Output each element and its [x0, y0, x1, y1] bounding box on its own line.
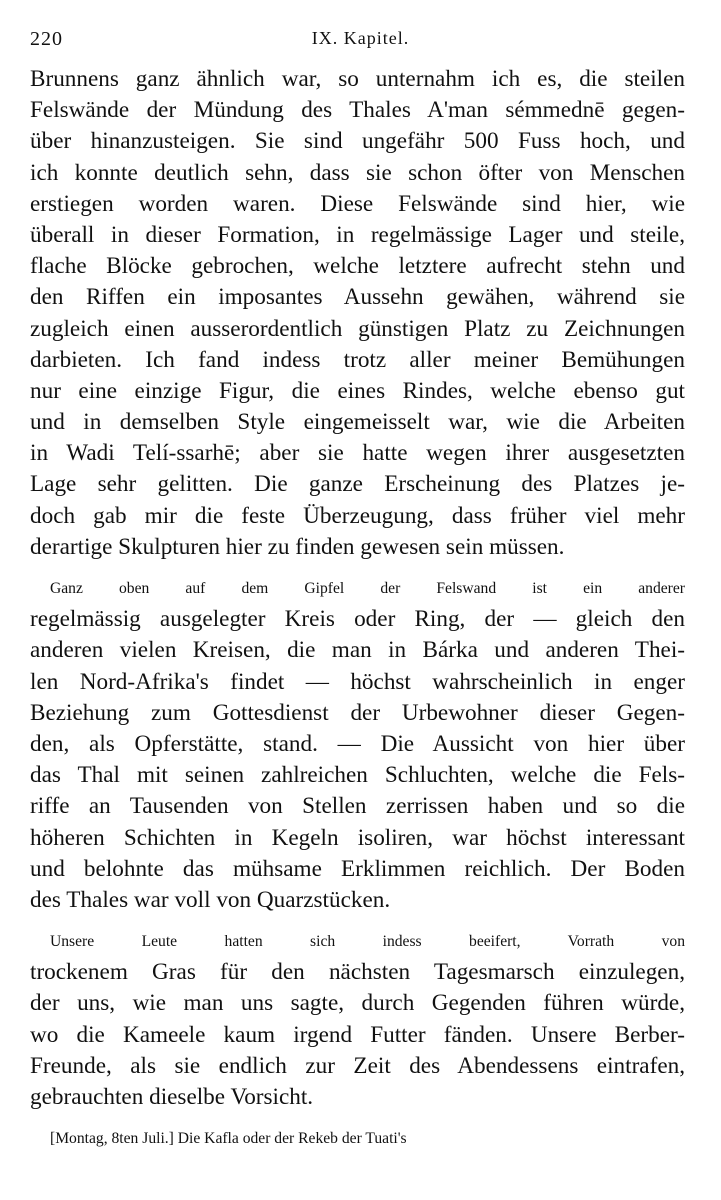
text-line: anderen vielen Kreisen, die man in Bárka und anderen Thei- — [30, 637, 685, 664]
text-line: regelmässig ausgelegter Kreis oder Ring, der — gleich den — [30, 606, 685, 633]
text-line: riffe an Tausenden von Stellen zerrissen haben und so die — [30, 793, 685, 820]
text-line: flache Blöcke gebrochen, welche letztere aufrecht stehn und — [30, 253, 685, 280]
page-number: 220 — [30, 28, 63, 50]
text-line: zugleich einen ausserordentlich günstigen Platz zu Zeichnungen — [30, 315, 685, 342]
text-line: und in demselben Style eingemeisselt war, wie die Arbeiten — [30, 409, 685, 436]
text-line: des Thales war voll von Quarzstücken. — [30, 886, 391, 913]
running-head: IX. Kapitel. — [311, 28, 410, 48]
text-line: das Thal mit seinen zahlreichen Schluchten, welche die Fels- — [30, 762, 685, 789]
paragraph — [30, 1123, 685, 1154]
text-line: überall in dieser Formation, in regelmässige Lager und steile, — [30, 221, 685, 248]
text-line: darbieten. Ich fand indess trotz aller meiner Bemühungen — [30, 346, 685, 373]
text-line: der uns, wie man uns sagte, durch Gegenden führen würde, — [30, 990, 685, 1017]
text-line: gebrauchten dieselbe Vorsicht. — [30, 1084, 314, 1110]
text-line: trockenem Gras für den nächsten Tagesmarsch einzulegen, — [30, 959, 685, 986]
text-line: ich konnte deutlich sehn, dass sie schon öfter von Menschen — [30, 159, 685, 186]
text-line: und belohnte das mühsame Erklimmen reichlich. Der Boden — [30, 855, 685, 882]
text-line: Ganz oben auf dem Gipfel der Felswand ist ein anderer — [50, 580, 685, 597]
text-line: den, als Opferstätte, stand. — Die Aussicht von hier über — [30, 730, 685, 757]
paragraph — [30, 926, 685, 1113]
text-line: in Wadi Telí-ssarhē; aber sie hatte wegen ihrer ausgesetzten — [30, 440, 685, 467]
text-line: höheren Schichten in Kegeln isoliren, war höchst interessant — [30, 824, 685, 851]
text-line: [Montag, 8ten Juli.] Die Kafla oder der Rekeb der Tuati's — [50, 1130, 407, 1148]
text-line: erstiegen worden waren. Diese Felswände sind hier, wie — [30, 190, 685, 217]
body-text — [30, 64, 685, 1154]
paragraph — [30, 64, 685, 563]
text-line: len Nord-Afrika's findet — höchst wahrscheinlich in enger — [30, 668, 685, 695]
text-line: über hinanzusteigen. Sie sind ungefähr 500 Fuss hoch, und — [30, 128, 685, 155]
text-line: Felswände der Mündung des Thales A'man sémmednē gegen- — [30, 97, 685, 124]
text-line: den Riffen ein imposantes Aussehn gewähen, während sie — [30, 284, 685, 311]
text-line: Freunde, als sie endlich zur Zeit des Abendessens eintrafen, — [30, 1052, 685, 1079]
text-line: nur eine einzige Figur, die eines Rindes, welche ebenso gut — [30, 377, 685, 404]
page-header — [30, 28, 691, 58]
text-line: derartige Skulpturen hier zu finden gewesen sein müssen. — [30, 533, 565, 560]
paragraph — [30, 573, 685, 916]
text-line: wo die Kameele kaum irgend Futter fänden. Unsere Berber- — [30, 1021, 685, 1048]
text-line: Lage sehr gelitten. Die ganze Erscheinung des Platzes je- — [30, 471, 685, 498]
text-line: doch gab mir die feste Überzeugung, dass früher viel mehr — [30, 502, 685, 529]
text-line: Unsere Leute hatten sich indess beeifert, Vorrath von — [50, 933, 685, 951]
text-line: Beziehung zum Gottesdienst der Urbewohner dieser Gegen- — [30, 699, 685, 726]
text-line: Brunnens ganz ähnlich war, so unternahm ich es, die steilen — [30, 66, 685, 92]
